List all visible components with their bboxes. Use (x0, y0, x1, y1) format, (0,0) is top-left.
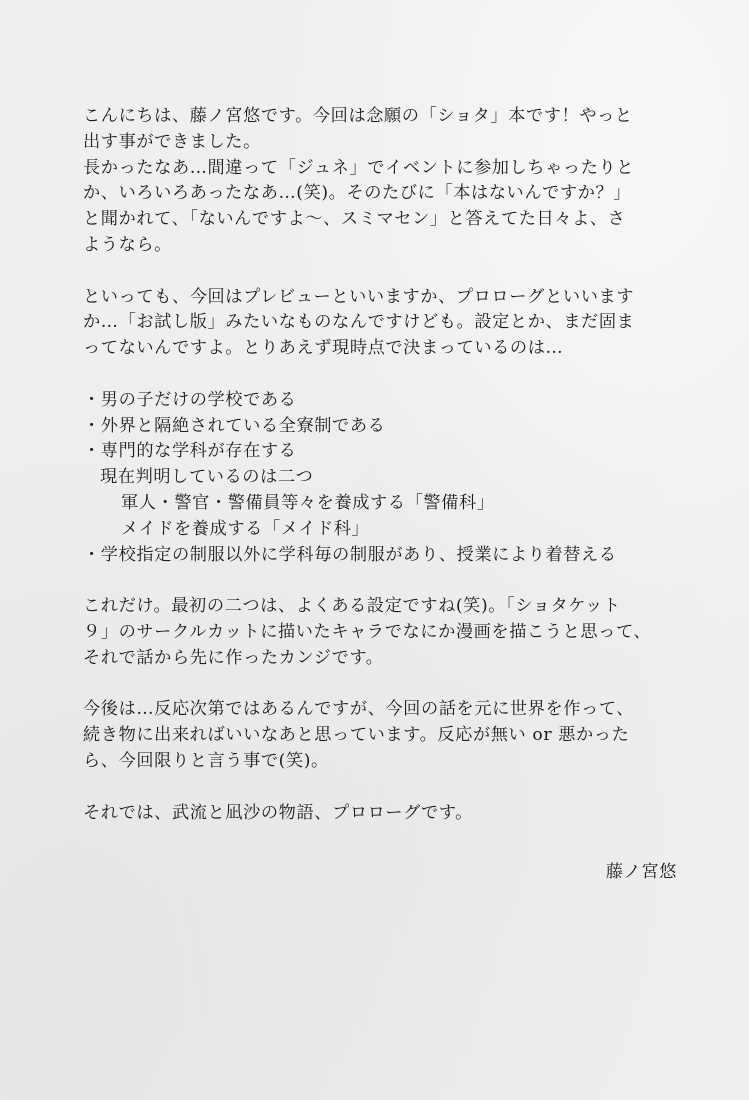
list-item: ・外界と隔絶されている全寮制である (83, 415, 386, 436)
text-line: と聞かれて、「ないんですよ～、スミマセン」と答えてた日々よ、さ (83, 209, 626, 230)
paragraph-gap (83, 672, 683, 698)
future-paragraph (83, 697, 683, 774)
list-item: ・男の子だけの学校である (83, 389, 297, 410)
text-line: それでは、武流と凪沙の物語、プロローグです。 (83, 802, 473, 823)
text-line: ９」のサークルカットに描いたキャラでなにか漫画を描こうと思って、 (83, 621, 652, 642)
text-line: 続き物に出来ればいいなあと思っています。反応が無い or 悪かった (83, 725, 630, 746)
text-line: それで話から先に作ったカンジです。 (83, 647, 384, 668)
text-line: 出す事ができました。 (83, 131, 261, 152)
paragraph-gap (83, 259, 683, 285)
text-line: ら、今回限りと言う事で(笑)。 (83, 750, 329, 771)
list-subitem: メイドを養成する「メイド科」 (121, 518, 370, 539)
text-line: 今後は…反応次第ではあるんですが、今回の話を元に世界を作って、 (83, 699, 635, 720)
closing-paragraph (83, 801, 683, 827)
text-line: といっても、今回はプレビューといいますか、プロローグといいます (83, 286, 635, 307)
text-line: か…「お試し版」みたいなものなんですけども。設定とか、まだ固ま (83, 312, 635, 333)
list-subitem: 現在判明しているのは二つ (100, 467, 314, 488)
list-item: ・専門的な学科が存在する (83, 441, 297, 462)
explanation-paragraph (83, 594, 683, 671)
text-line: こんにちは、藤ノ宮悠です。今回は念願の「ショタ」本です！やっと (83, 106, 633, 126)
text-line: 長かったなあ…間違って「ジュネ」でイベントに参加しちゃったりと (83, 157, 635, 178)
list-subitem: 軍人・警官・警備員等々を養成する「警備科」 (121, 492, 495, 513)
author-signature: 藤ノ宮悠 (605, 862, 677, 882)
intro-paragraph (83, 104, 683, 259)
paragraph-gap (83, 775, 683, 801)
text-line: ようなら。 (83, 234, 172, 255)
settings-list (83, 388, 683, 569)
text-line: ってないんですよ。とりあえず現時点で決まっているのは… (83, 338, 564, 359)
list-item: ・学校指定の制服以外に学科毎の制服があり、授業により着替える (83, 544, 617, 565)
body-text (83, 104, 683, 826)
text-line: これだけ。最初の二つは、よくある設定ですね(笑)。「ショタケット (83, 596, 621, 617)
preview-paragraph (83, 285, 683, 362)
paragraph-gap (83, 362, 683, 388)
text-line: か、いろいろあったなあ…(笑)。そのたびに「本はないんですか？」 (83, 183, 632, 204)
paragraph-gap (83, 568, 683, 594)
